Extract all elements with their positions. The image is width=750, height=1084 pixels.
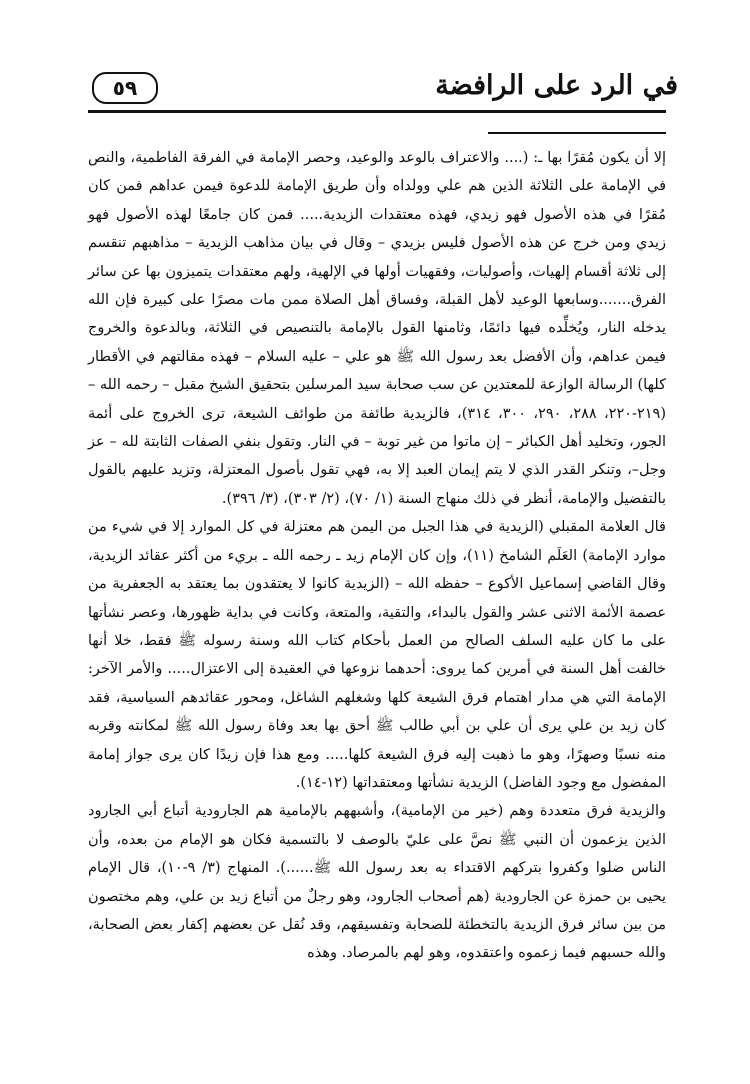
page-number: ٥٩ [92,72,158,104]
running-header-title: في الرد على الرافضة [435,70,678,101]
footnote-body [88,144,666,968]
footnote-separator [488,132,666,134]
footnote-paragraph: إلا أن يكون مُقرًا بها ـ: (.... والاعتراف بالوعد والوعيد، وحصر الإمامة في الفرقة الفاطمية، والنص في الإمامة على الثلاثة الذين هم علي وولداه وأن طريق الإمامة للدعوة فيمن عداهم فمن كان مُقرًا في هذه الأصول فهو زيدي، فهذه معتقدات الزيدية..... فمن كان جامعًا لهذه الأصول فهو زيدي ومن خرج عن هذه الأصول فليس بزيدي – وقال في بيان مذاهب الزيدية – مذاهبهم تنقسم إلى ثلاثة أقسام إلهيات، وأصوليات، وفقهيات أولها في الإلهية، ولهم معتقدات يتميزون بها عن سائر الفرق.......وسابعها الوعيد لأهل القبلة، وفساق أهل الصلاة ممن مات مصرًا على كبيرة فإن الله يدخله النار، ويُخلِّده فيها دائمًا، وثامنها القول بالإمامة بالتنصيص في الثلاثة، وبالدعوة والخروج فيمن عداهم، وأن الأفضل بعد رسول الله ﷺ هو علي – عليه السلام – فهذه مقالتهم في الأقطار كلها) الرسالة الوازعة للمعتدين عن سب صحابة سيد المرسلين بتحقيق الشيخ مقبل – رحمه الله – (٢١٩-٢٢٠، ٢٨٨، ٢٩٠، ٣٠٠، ٣١٤)، فالزيدية طائفة من طوائف الشيعة، ترى الخروج على أئمة الجور، وتخليد أهل الكبائر – إن ماتوا من غير توبة – في النار. وتقول بنفي الصفات الثابتة لله – عز وجل–، وتنكر القدر الذي لا يتم إيمان العبد إلا به، فهي تقول بأصول المعتزلة، وتزيد عليهم بالقول بالتفضيل والإمامة، أنظر في ذلك منهاج السنة (١/ ٧٠)، (٢/ ٣٠٣)، (٣/ ٣٩٦). [88,150,666,507]
footnote-paragraph: قال العلامة المقبلي (الزيدية في هذا الجبل من اليمن هم معتزلة في كل الموارد إلا في شيء من موارد الإمامة) العَلَم الشامخ (١١)، وإن كان الإمام زيد ـ رحمه الله ـ بريء من أكثر عقائد الزيدية، وقال القاضي إسماعيل الأكوع – حفظه الله – (الزيدية كانوا لا يعتقدون بما يعتقد به الجعفرية من عصمة الأئمة الاثنى عشر والقول بالبداء، والتقية، والمتعة، وكانت في بداية ظهورها، وعصر نشأتها على ما كان عليه السلف الصالح من العمل بأحكام كتاب الله وسنة رسوله ﷺ فقط، خلا أنها خالفت أهل السنة في أمرين كما يروى: أحدهما نزوعها في العقيدة إلى الاعتزال..... والأمر الآخر: الإمامة التي هي مدار اهتمام فرق الشيعة كلها وشغلهم الشاغل، ومحور عقائدهم السياسية، فقد كان زيد بن علي يرى أن علي بن أبي طالب ﷺ أحق بها بعد وفاة رسول الله ﷺ لمكانته وقربه منه نسبًا وصهرًا، وهو ما ذهبت إليه فرق الشيعة كلها..... ومع هذا فإن زيدًا كان يرى جواز إمامة المفضول مع وجود الفاضل) الزيدية نشأتها ومعتقداتها (١٢-١٤). [88,519,666,791]
header-rule [88,110,666,113]
footnote-paragraph: والزيدية فرق متعددة وهم (خير من الإمامية)، وأشبههم بالإمامية هم الجارودية أتباع أبي الجارود الذين يزعمون أن النبي ﷺ نصَّ على عليّ بالوصف لا بالتسمية فكان هو الإمام من بعده، وأن الناس ضلوا وكفروا بتركهم الاقتداء به بعد رسول الله ﷺ......). المنهاج (٣/ ٩-١٠)، قال الإمام يحيى بن حمزة عن الجارودية (هم أصحاب الجارود، وهو رجلٌ من أتباع زيد بن علي، وهم مختصون من بين سائر فرق الزيدية بالتخطئة للصحابة وتفسيقهم، وقد نُقل عن بعضهم إكفار بعض الصحابة، والله حسبهم فيما زعموه واعتقدوه، وهو لهم بالمرصاد. وهذه [88,803,667,962]
